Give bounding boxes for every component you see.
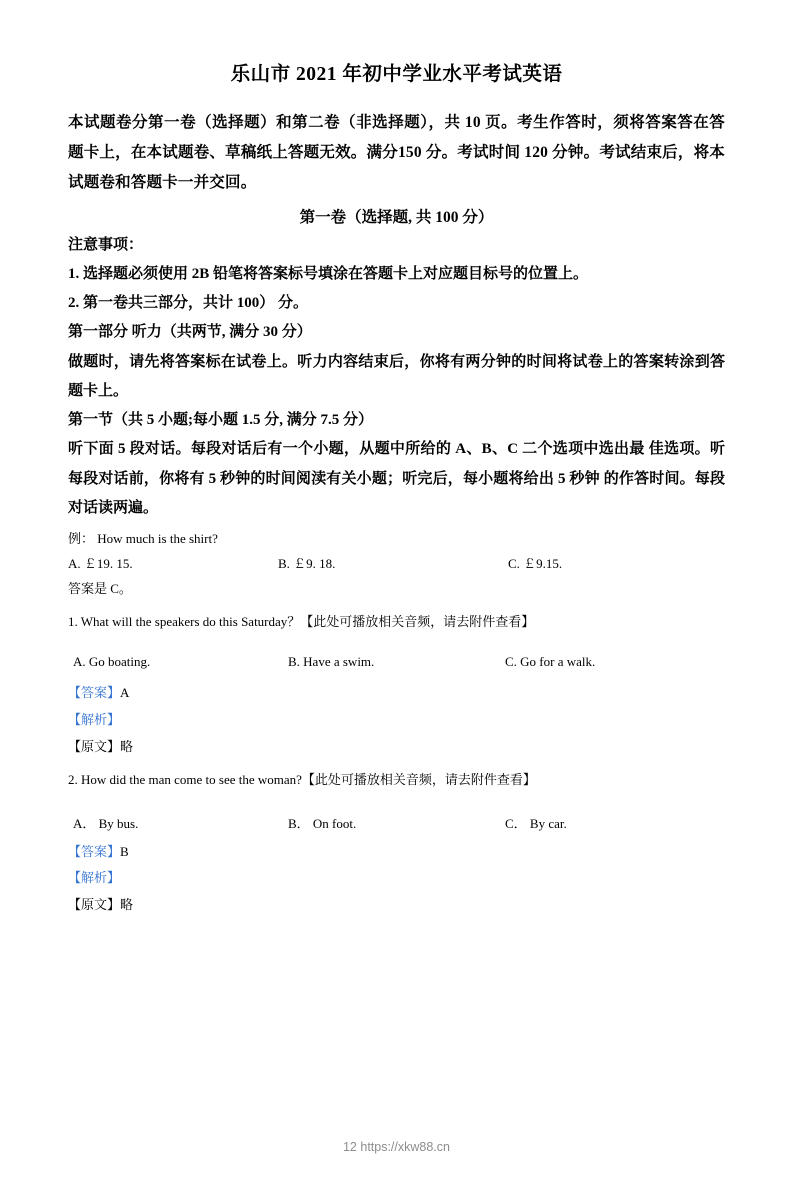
question-option-c: C． By car. [505, 815, 567, 831]
example-option-c: C. ￡9.15. [508, 555, 563, 571]
script-tag: 【原文】 [68, 897, 121, 913]
example-prompt: 例： How much is the shirt? [68, 531, 218, 547]
notice-item-1: 1. 选择题必须使用 2B 铅笔将答案标号填涂在答题卡上对应题目标号的位置上。 [68, 265, 589, 282]
document-page [0, 58, 793, 1180]
question-stem: 1. What will the speakers do this Saturday？【此处可播放相关音频，请去附件查看】 [68, 613, 535, 629]
analysis-row [68, 865, 725, 892]
analysis-tag: 【解析】 [68, 711, 121, 727]
analysis-tag: 【解析】 [68, 870, 121, 886]
question-options [68, 654, 725, 680]
question-option-a: A. Go boating. [73, 654, 151, 670]
notice-label: 注意事项： [68, 236, 144, 253]
subsection-instruction: 听下面 5 段对话。每段对话后有一个小题，从题中所给的 A、B、C 二个选项中选出最 佳选项。听每段对话前，你将有 5 秒钟的时间阅渎有关小题；听完后，每小题将给出 5 秒钟 的作答时间。每段对话读两遍。 [68, 441, 725, 516]
part-one-instruction: 做题时，请先将答案标在试卷上。听力内容结束后，你将有两分钟的时间将试卷上的答案转涂到答题卡上。 [68, 353, 725, 399]
example-answer: 答案是 C。 [68, 580, 132, 596]
script-tag: 【原文】 [68, 738, 121, 754]
script-value: 略 [120, 738, 134, 754]
part-one-title: 第一部分 听力（共两节, 满分 30 分） [68, 324, 312, 341]
example-option-b: B. ￡9. 18. [278, 555, 336, 571]
question-option-a: A． By bus. [73, 815, 139, 831]
question-option-b: B. Have a swim. [288, 654, 375, 670]
question-option-b: B． On foot. [288, 815, 357, 831]
section-heading: 第一卷（选择题, 共 100 分） [299, 208, 494, 226]
answer-value: B [120, 843, 129, 859]
question-options [68, 813, 725, 839]
subsection-title: 第一节（共 5 小题;每小题 1.5 分, 满分 7.5 分） [68, 412, 373, 429]
example-options [68, 552, 725, 577]
answer-tag: 【答案】 [68, 685, 121, 701]
answer-row [68, 839, 725, 866]
script-value: 略 [120, 897, 134, 913]
script-row [68, 892, 725, 919]
notice-item-2: 2. 第一卷共三部分，共计 100） 分。 [68, 295, 309, 312]
example-option-a: A. ￡19. 15. [68, 555, 133, 571]
script-row [68, 734, 725, 761]
question-stem: 2. How did the man come to see the woman?【此处可播放相关音频，请去附件查看】 [68, 772, 536, 788]
analysis-row [68, 707, 725, 734]
intro-paragraph: 本试题卷分第一卷（选择题）和第二卷（非选择题），共 10 页。考生作答时，须将答案答在答题卡上，在本试题卷、草稿纸上答题无效。满分150 分。考试时间 120 分钟。考试结束后，将本试题卷和答题卡一并交回。 [68, 114, 725, 192]
page-footer: 12 https://xkw88.cn [342, 1140, 450, 1154]
answer-tag: 【答案】 [68, 843, 121, 859]
question-option-c: C. Go for a walk. [505, 654, 596, 670]
answer-value: A [120, 685, 130, 701]
answer-row [68, 680, 725, 707]
page-title: 乐山市 2021 年初中学业水平考试英语 [230, 64, 563, 85]
